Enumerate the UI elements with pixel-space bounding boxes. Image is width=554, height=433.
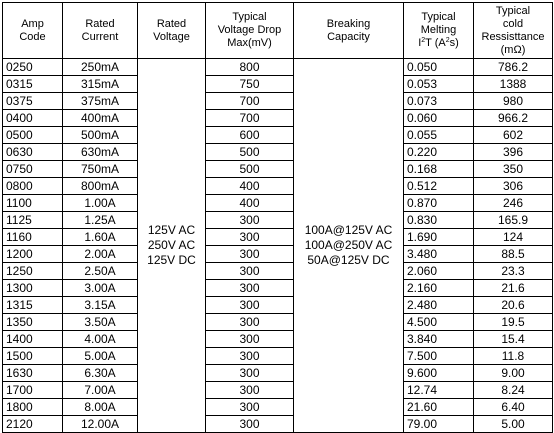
voltage-drop-cell: 300 (206, 348, 294, 365)
i2t-unit-line: $I^2T$ $(A^2s)$ (418, 37, 459, 49)
melting-i2t-cell: 7.500 (404, 348, 474, 365)
cold-resistance-cell: 88.5 (474, 246, 553, 263)
amp-code-cell: 1300 (3, 280, 63, 297)
cold-resistance-cell: 19.5 (474, 314, 553, 331)
amp-code-cell: 0630 (3, 144, 63, 161)
table-row (3, 195, 553, 212)
voltage-drop-cell: 300 (206, 365, 294, 382)
rated-current-cell: 7.00A (63, 382, 138, 399)
melting-i2t-cell: 0.870 (404, 195, 474, 212)
amp-code-cell: 0800 (3, 178, 63, 195)
table-row (3, 178, 553, 195)
fuse-spec-table (2, 2, 553, 433)
voltage-drop-cell: 300 (206, 229, 294, 246)
table-row (3, 246, 553, 263)
voltage-drop-cell: 400 (206, 178, 294, 195)
table-row (3, 110, 553, 127)
voltage-drop-cell: 300 (206, 280, 294, 297)
header-cold-resistance: Typical cold Ressisttance (mΩ) (474, 3, 553, 59)
rated-current-cell: 3.00A (63, 280, 138, 297)
melting-i2t-cell: 79.00 (404, 416, 474, 433)
rated-current-cell: 1.00A (63, 195, 138, 212)
table-row (3, 229, 553, 246)
amp-code-cell: 0250 (3, 59, 63, 76)
cold-resistance-cell: 1388 (474, 76, 553, 93)
rated-current-cell: 1.60A (63, 229, 138, 246)
amp-code-cell: 1125 (3, 212, 63, 229)
voltage-drop-cell: 300 (206, 297, 294, 314)
rated-voltage-line: 125V AC (147, 223, 196, 237)
voltage-drop-cell: 300 (206, 314, 294, 331)
rated-current-cell: 5.00A (63, 348, 138, 365)
cold-resistance-cell: 20.6 (474, 297, 553, 314)
melting-i2t-cell: 0.073 (404, 93, 474, 110)
cold-resistance-cell: 980 (474, 93, 553, 110)
melting-i2t-cell: 21.60 (404, 399, 474, 416)
voltage-drop-cell: 300 (206, 331, 294, 348)
header-row (3, 3, 553, 59)
rated-voltage-line: 250V AC (147, 238, 196, 252)
melting-i2t-cell: 9.600 (404, 365, 474, 382)
cold-resistance-cell: 396 (474, 144, 553, 161)
melting-i2t-cell: 0.168 (404, 161, 474, 178)
table-row (3, 416, 553, 433)
table-row (3, 348, 553, 365)
amp-code-cell: 1630 (3, 365, 63, 382)
rated-current-cell: 750mA (63, 161, 138, 178)
voltage-drop-cell: 300 (206, 212, 294, 229)
amp-code-cell: 0400 (3, 110, 63, 127)
voltage-drop-cell: 700 (206, 93, 294, 110)
amp-code-cell: 2120 (3, 416, 63, 433)
table-row (3, 93, 553, 110)
amp-code-cell: 1250 (3, 263, 63, 280)
header-voltage-drop: Typical Voltage Drop Max(mV) (206, 3, 294, 59)
amp-code-cell: 1200 (3, 246, 63, 263)
voltage-drop-cell: 300 (206, 246, 294, 263)
table-row (3, 144, 553, 161)
melting-i2t-cell: 1.690 (404, 229, 474, 246)
rated-current-cell: 2.50A (63, 263, 138, 280)
cold-resistance-cell: 306 (474, 178, 553, 195)
cold-resistance-cell: 602 (474, 127, 553, 144)
voltage-drop-cell: 800 (206, 59, 294, 76)
rated-current-cell: 250mA (63, 59, 138, 76)
amp-code-cell: 1160 (3, 229, 63, 246)
voltage-drop-cell: 300 (206, 416, 294, 433)
rated-current-cell: 800mA (63, 178, 138, 195)
voltage-drop-cell: 400 (206, 195, 294, 212)
amp-code-cell: 1315 (3, 297, 63, 314)
amp-code-cell: 1350 (3, 314, 63, 331)
voltage-drop-cell: 300 (206, 399, 294, 416)
header-amp-code: Amp Code (3, 3, 63, 59)
melting-i2t-cell: 2.480 (404, 297, 474, 314)
breaking-capacity-line: 100A@250V AC (304, 238, 393, 252)
amp-code-cell: 0315 (3, 76, 63, 93)
rated-current-cell: 6.30A (63, 365, 138, 382)
voltage-drop-cell: 750 (206, 76, 294, 93)
rated-current-cell: 400mA (63, 110, 138, 127)
amp-code-cell: 0750 (3, 161, 63, 178)
melting-i2t-cell: 0.060 (404, 110, 474, 127)
cold-resistance-cell: 15.4 (474, 331, 553, 348)
header-breaking-capacity: Breaking Capacity (294, 3, 404, 59)
voltage-drop-cell: 500 (206, 144, 294, 161)
cold-resistance-cell: 6.40 (474, 399, 553, 416)
cold-resistance-cell: 23.3 (474, 263, 553, 280)
rated-current-cell: 3.15A (63, 297, 138, 314)
table-row (3, 263, 553, 280)
rated-current-cell: 375mA (63, 93, 138, 110)
rated-current-cell: 1.25A (63, 212, 138, 229)
voltage-drop-cell: 600 (206, 127, 294, 144)
cold-resistance-cell: 8.24 (474, 382, 553, 399)
header-rated-voltage: Rated Voltage (138, 3, 206, 59)
amp-code-cell: 1400 (3, 331, 63, 348)
cold-resistance-cell: 165.9 (474, 212, 553, 229)
cold-resistance-cell: 246 (474, 195, 553, 212)
melting-i2t-cell: 0.050 (404, 59, 474, 76)
cold-resistance-cell: 124 (474, 229, 553, 246)
breaking-capacity-cell (294, 59, 404, 433)
voltage-drop-cell: 700 (206, 110, 294, 127)
rated-voltage-line: 125V DC (147, 253, 196, 267)
voltage-drop-cell: 300 (206, 382, 294, 399)
table-row (3, 297, 553, 314)
table-row (3, 280, 553, 297)
rated-current-cell: 2.00A (63, 246, 138, 263)
table-row (3, 212, 553, 229)
table-row (3, 331, 553, 348)
melting-i2t-cell: 0.053 (404, 76, 474, 93)
table-body (3, 59, 553, 433)
cold-resistance-cell: 9.00 (474, 365, 553, 382)
melting-i2t-cell: 3.480 (404, 246, 474, 263)
table-row (3, 161, 553, 178)
rated-current-cell: 630mA (63, 144, 138, 161)
rated-current-cell: 4.00A (63, 331, 138, 348)
cold-resistance-cell: 5.00 (474, 416, 553, 433)
amp-code-cell: 1800 (3, 399, 63, 416)
rated-current-cell: 500mA (63, 127, 138, 144)
table-row (3, 127, 553, 144)
breaking-capacity-line: 100A@125V AC (304, 223, 393, 237)
cold-resistance-cell: 966.2 (474, 110, 553, 127)
melting-i2t-cell: 2.060 (404, 263, 474, 280)
table-row (3, 76, 553, 93)
melting-i2t-cell: 4.500 (404, 314, 474, 331)
breaking-capacity-line: 50A@125V DC (307, 253, 390, 267)
amp-code-cell: 1500 (3, 348, 63, 365)
voltage-drop-cell: 300 (206, 263, 294, 280)
rated-current-cell: 3.50A (63, 314, 138, 331)
amp-code-cell: 1700 (3, 382, 63, 399)
melting-i2t-cell: 0.830 (404, 212, 474, 229)
voltage-drop-cell: 500 (206, 161, 294, 178)
amp-code-cell: 0500 (3, 127, 63, 144)
cold-resistance-cell: 21.6 (474, 280, 553, 297)
melting-i2t-cell: 0.512 (404, 178, 474, 195)
table-row (3, 314, 553, 331)
rated-current-cell: 12.00A (63, 416, 138, 433)
table-row (3, 399, 553, 416)
header-rated-current: Rated Current (63, 3, 138, 59)
rated-voltage-cell (138, 59, 206, 433)
amp-code-cell: 0375 (3, 93, 63, 110)
rated-current-cell: 315mA (63, 76, 138, 93)
table-row (3, 382, 553, 399)
melting-i2t-cell: 12.74 (404, 382, 474, 399)
melting-i2t-cell: 3.840 (404, 331, 474, 348)
cold-resistance-cell: 11.8 (474, 348, 553, 365)
rated-current-cell: 8.00A (63, 399, 138, 416)
melting-i2t-cell: 2.160 (404, 280, 474, 297)
amp-code-cell: 1100 (3, 195, 63, 212)
cold-resistance-cell: 350 (474, 161, 553, 178)
melting-i2t-cell: 0.220 (404, 144, 474, 161)
cold-resistance-cell: 786.2 (474, 59, 553, 76)
table-row (3, 59, 553, 76)
table-row (3, 365, 553, 382)
header-melting-i2t: Typical Melting $I^2T$ $(A^2s)$ (404, 3, 474, 59)
melting-i2t-cell: 0.055 (404, 127, 474, 144)
